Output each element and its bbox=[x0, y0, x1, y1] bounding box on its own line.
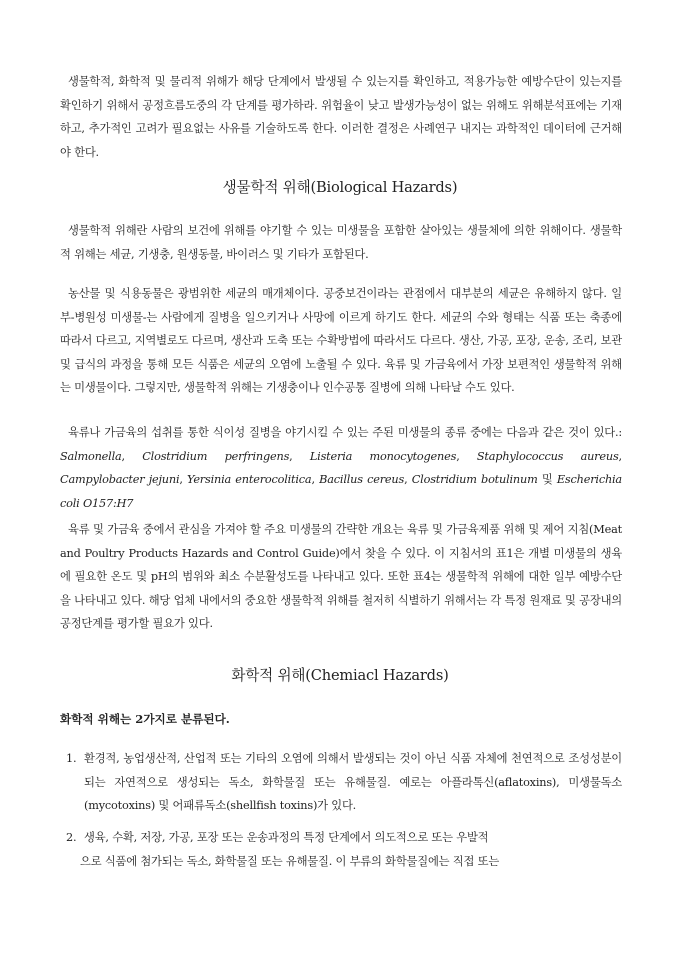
list-item-line: 으로 식품에 첨가되는 독소, 화학물질 또는 유해물질. 이 부류의 화학물질에는 직접 또는 bbox=[80, 854, 500, 868]
bio-paragraph-4: 육류 및 가금육 중에서 관심을 가져야 할 주요 미생물의 간략한 개요는 육류 및 가금육제품 위해 및 제어 지침(Meat and Poultry Products Hazards and Control Guide)에서 찾을 수 있다. 이 지침서의 표1은 개별 미생물의 생육에 필요한 온도 및 pH의 범위와 최소 수분활성도를 나타내고 있다. 또한 표4는 생물학적 위해에 대한 일부 예방수단을 나타내고 있다. 해당 업체 내에서의 중요한 생물학적 위해를 철저히 식별하기 위해서는 각 특정 원재료 및 공장내의 공정단계를 평가할 필요가 있다. bbox=[60, 523, 622, 631]
list-item-text: 환경적, 농업생산적, 산업적 또는 기타의 오염에 의해서 발생되는 것이 아닌 식품 자체에 천연적으로 조성성분이 되는 자연적으로 생성되는 독소, 화학물질 또는 유해물질. 예로는 아플라톡신(aflatoxins), 미생물독소(mycotoxins) 및 어패류독소(shellfish toxins)가 있다. bbox=[84, 752, 622, 813]
organism-name: Salmonella bbox=[60, 449, 122, 463]
organism-name: Yersinia enterocolitica bbox=[187, 473, 312, 487]
bio-paragraph-1: 생물학적 위해란 사람의 보건에 위해를 야기할 수 있는 미생물을 포함한 살아있는 생물체에 의한 위해이다. 생물학적 위해는 세균, 기생충, 원생동물, 바이러스 및 기타가 포함된다. bbox=[60, 224, 622, 261]
bio-paragraph-3: 육류나 가금육의 섭취를 통한 식이성 질병을 야기시킬 수 있는 주된 미생물의 종류 중에는 다음과 같은 것이 있다.: Salmonella, Clostridium perfringens, Listeria monocytogenes, Staphylococcus aureus, Campylobacter jejuni, Yersinia enterocolitica, Bacillus cereus, Clostridium botulinum 및 Escherichia coli O157:H7 bbox=[60, 426, 622, 510]
bio-paragraph-2: 농산물 및 식용동물은 광범위한 세균의 매개체이다. 공중보건이라는 관점에서 대부분의 세균은 유해하지 않다. 일부-병원성 미생물-는 사람에게 질병을 일으키거나 사망에 이르게 하기도 한다. 세균의 수와 형태는 식품 또는 축종에 따라서 다르고, 지역별로도 다르며, 생산과 도축 또는 수확방법에 따라서도 다르다. 생산, 가공, 포장, 운송, 조리, 보관 및 급식의 과정을 통해 모든 식품은 세균의 오염에 노출될 수 있다. 육류 및 가금육에서 가장 보편적인 생물학적 위해는 미생물이다. 그렇지만, 생물학적 위해는 기생충이나 인수공통 질병에 의해 나타날 수도 있다. bbox=[60, 287, 622, 395]
list-item bbox=[66, 826, 622, 873]
bio-heading: 생물학적 위해(Biological Hazards) bbox=[222, 179, 458, 196]
organism-name: Clostridium botulinum bbox=[411, 473, 538, 487]
organism-name: Bacillus cereus bbox=[319, 473, 405, 487]
organism-name: Staphylococcus aureus bbox=[476, 449, 619, 463]
organism-name: Clostridium perfringens bbox=[142, 449, 290, 463]
organism-name: Escherichia coli O157:H7 bbox=[60, 473, 622, 510]
bio-paragraph-3-lead: 육류나 가금육의 섭취를 통한 식이성 질병을 야기시킬 수 있는 주된 미생물의 종류 중에는 다음과 같은 것이 있다.: bbox=[68, 426, 622, 439]
intro-paragraph: 생물학적, 화학적 및 물리적 위해가 해당 단계에서 발생될 수 있는지를 확인하고, 적용가능한 예방수단이 있는지를 확인하기 위해서 공정흐름도중의 각 단계를 평가하라. 위험율이 낮고 발생가능성이 없는 위해도 위해분석표에는 기재하고, 추가적인 고려가 필요없는 사유를 기술하도록 한다. 이러한 결정은 사례연구 내지는 과학적인 데이터에 근거해야 한다. bbox=[60, 75, 622, 159]
list-item-number: 2. bbox=[66, 831, 77, 844]
conjunction: 및 bbox=[541, 473, 553, 487]
chem-lead: 화학적 위해는 2가지로 분류된다. bbox=[60, 712, 230, 726]
chem-heading: 화학적 위해(Chemiacl Hazards) bbox=[231, 667, 449, 684]
organism-name: Listeria monocytogenes bbox=[309, 449, 457, 463]
organism-name: Campylobacter jejuni bbox=[60, 473, 180, 487]
list-item-line: 생육, 수확, 저장, 가공, 포장 또는 운송과정의 특정 단계에서 의도적으로 또는 우발적 bbox=[84, 831, 489, 844]
list-item bbox=[66, 747, 622, 818]
list-item-number: 1. bbox=[66, 752, 77, 765]
